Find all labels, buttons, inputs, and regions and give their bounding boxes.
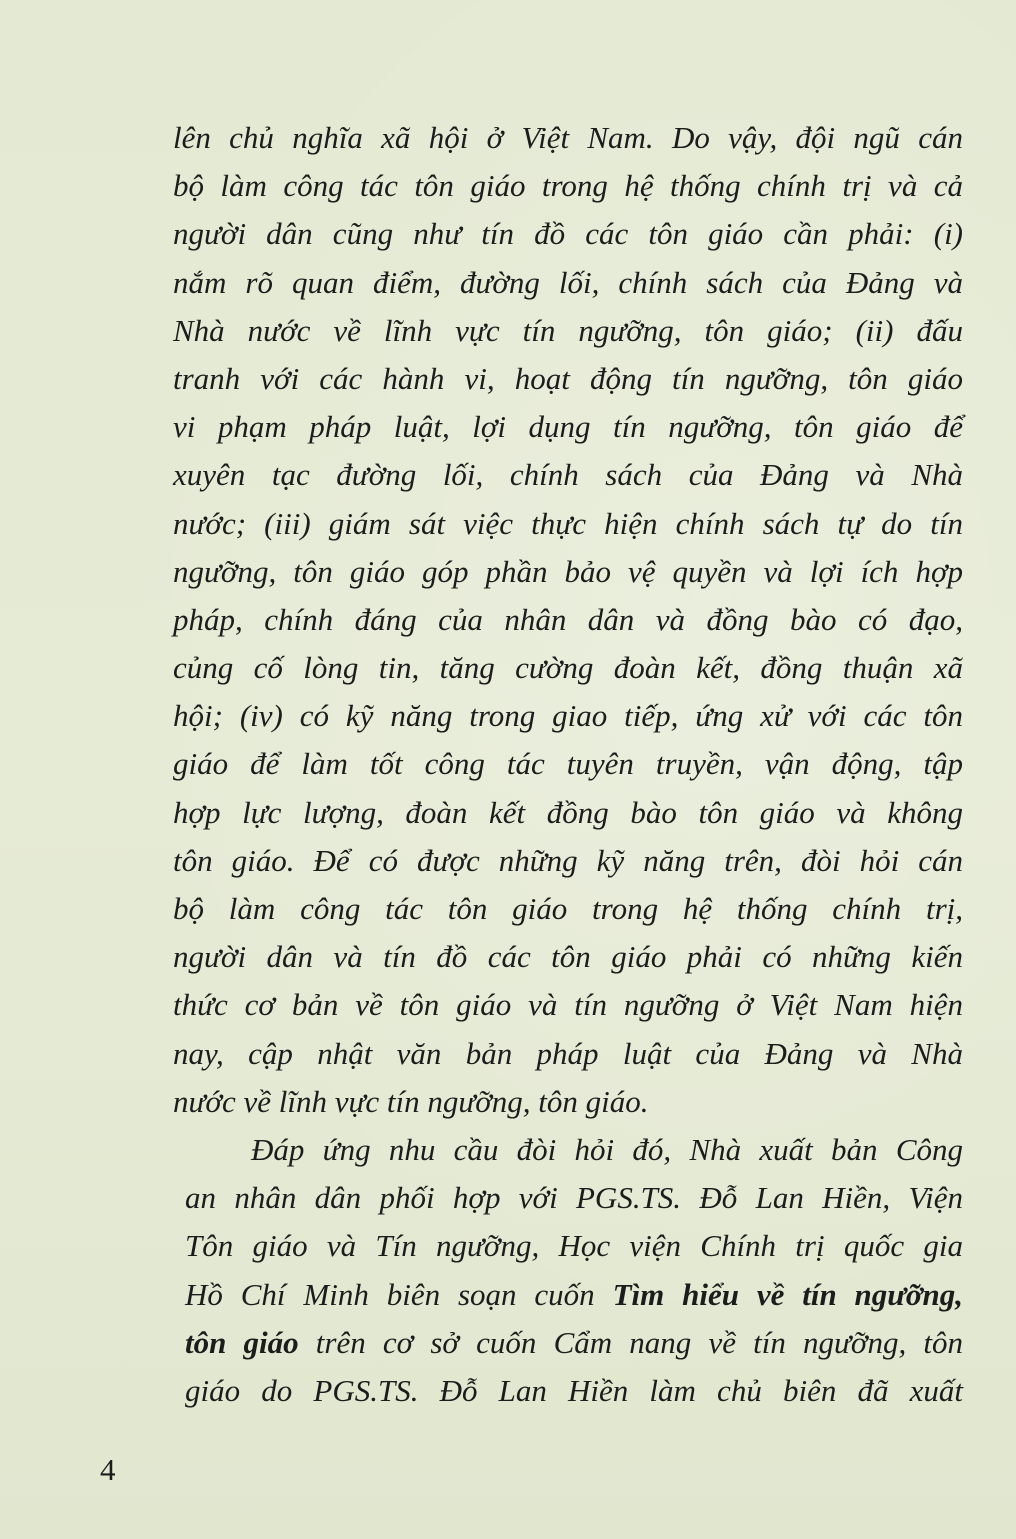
text-line: hợp lực lượng, đoàn kết đồng bào tôn giáo và không [173,794,963,830]
text-line: vi phạm pháp luật, lợi dụng tín ngưỡng, tôn giáo để [173,409,963,445]
text-line: bộ làm công tác tôn giáo trong hệ thống chính trị, [173,891,963,926]
text-line: Đáp ứng nhu cầu đòi hỏi đó, Nhà xuất bản Công [251,1131,963,1167]
text-line [185,1319,963,1367]
text-segment: trên cơ sở cuốn Cẩm nang về tín ngưỡng, tôn [298,1324,964,1360]
text-line: giáo do PGS.TS. Đỗ Lan Hiền làm chủ biên đã xuất [185,1372,963,1408]
text-segment: Hồ Chí Minh biên soạn cuốn [185,1276,613,1312]
text-line: nắm rõ quan điểm, đường lối, chính sách của Đảng và [173,264,963,300]
body-text [173,114,973,1415]
text-line: giáo để làm tốt công tác tuyên truyền, vận động, tập [173,746,963,782]
book-title: tôn giáo [185,1324,299,1360]
text-line [185,1271,963,1319]
text-line: nước; (iii) giám sát việc thực hiện chính sách tự do tín [173,505,963,541]
text-line: tranh với các hành vi, hoạt động tín ngưỡng, tôn giáo [173,360,963,396]
text-line: Nhà nước về lĩnh vực tín ngưỡng, tôn giáo; (ii) đấu [173,312,963,348]
text-line: pháp, chính đáng của nhân dân và đồng bào có đạo, [173,601,963,637]
book-title: Tìm hiểu về tín ngưỡng, [612,1276,963,1312]
text-line: củng cố lòng tin, tăng cường đoàn kết, đồng thuận xã [173,650,963,686]
text-line: xuyên tạc đường lối, chính sách của Đảng và Nhà [173,457,963,493]
text-line: Tôn giáo và Tín ngưỡng, Học viện Chính trị quốc gia [185,1228,963,1264]
text-line: hội; (iv) có kỹ năng trong giao tiếp, ứng xử với các tôn [173,698,963,734]
text-line: người dân và tín đồ các tôn giáo phải có những kiến [173,939,963,975]
text-line: thức cơ bản về tôn giáo và tín ngưỡng ở Việt Nam hiện [173,987,963,1023]
page-number: 4 [100,1452,116,1487]
text-line: bộ làm công tác tôn giáo trong hệ thống chính trị và cả [173,168,963,204]
text-line: tôn giáo. Để có được những kỹ năng trên, đòi hỏi cán [173,842,963,878]
text-line: nay, cập nhật văn bản pháp luật của Đảng và Nhà [173,1035,963,1071]
text-line: lên chủ nghĩa xã hội ở Việt Nam. Do vậy, đội ngũ cán [173,120,963,155]
text-line: nước về lĩnh vực tín ngưỡng, tôn giáo. [173,1083,649,1119]
text-line: người dân cũng như tín đồ các tôn giáo cần phải: (i) [173,216,963,252]
text-line: ngưỡng, tôn giáo góp phần bảo vệ quyền và lợi ích hợp [173,553,963,589]
text-line: an nhân dân phối hợp với PGS.TS. Đỗ Lan Hiền, Viện [185,1180,963,1216]
